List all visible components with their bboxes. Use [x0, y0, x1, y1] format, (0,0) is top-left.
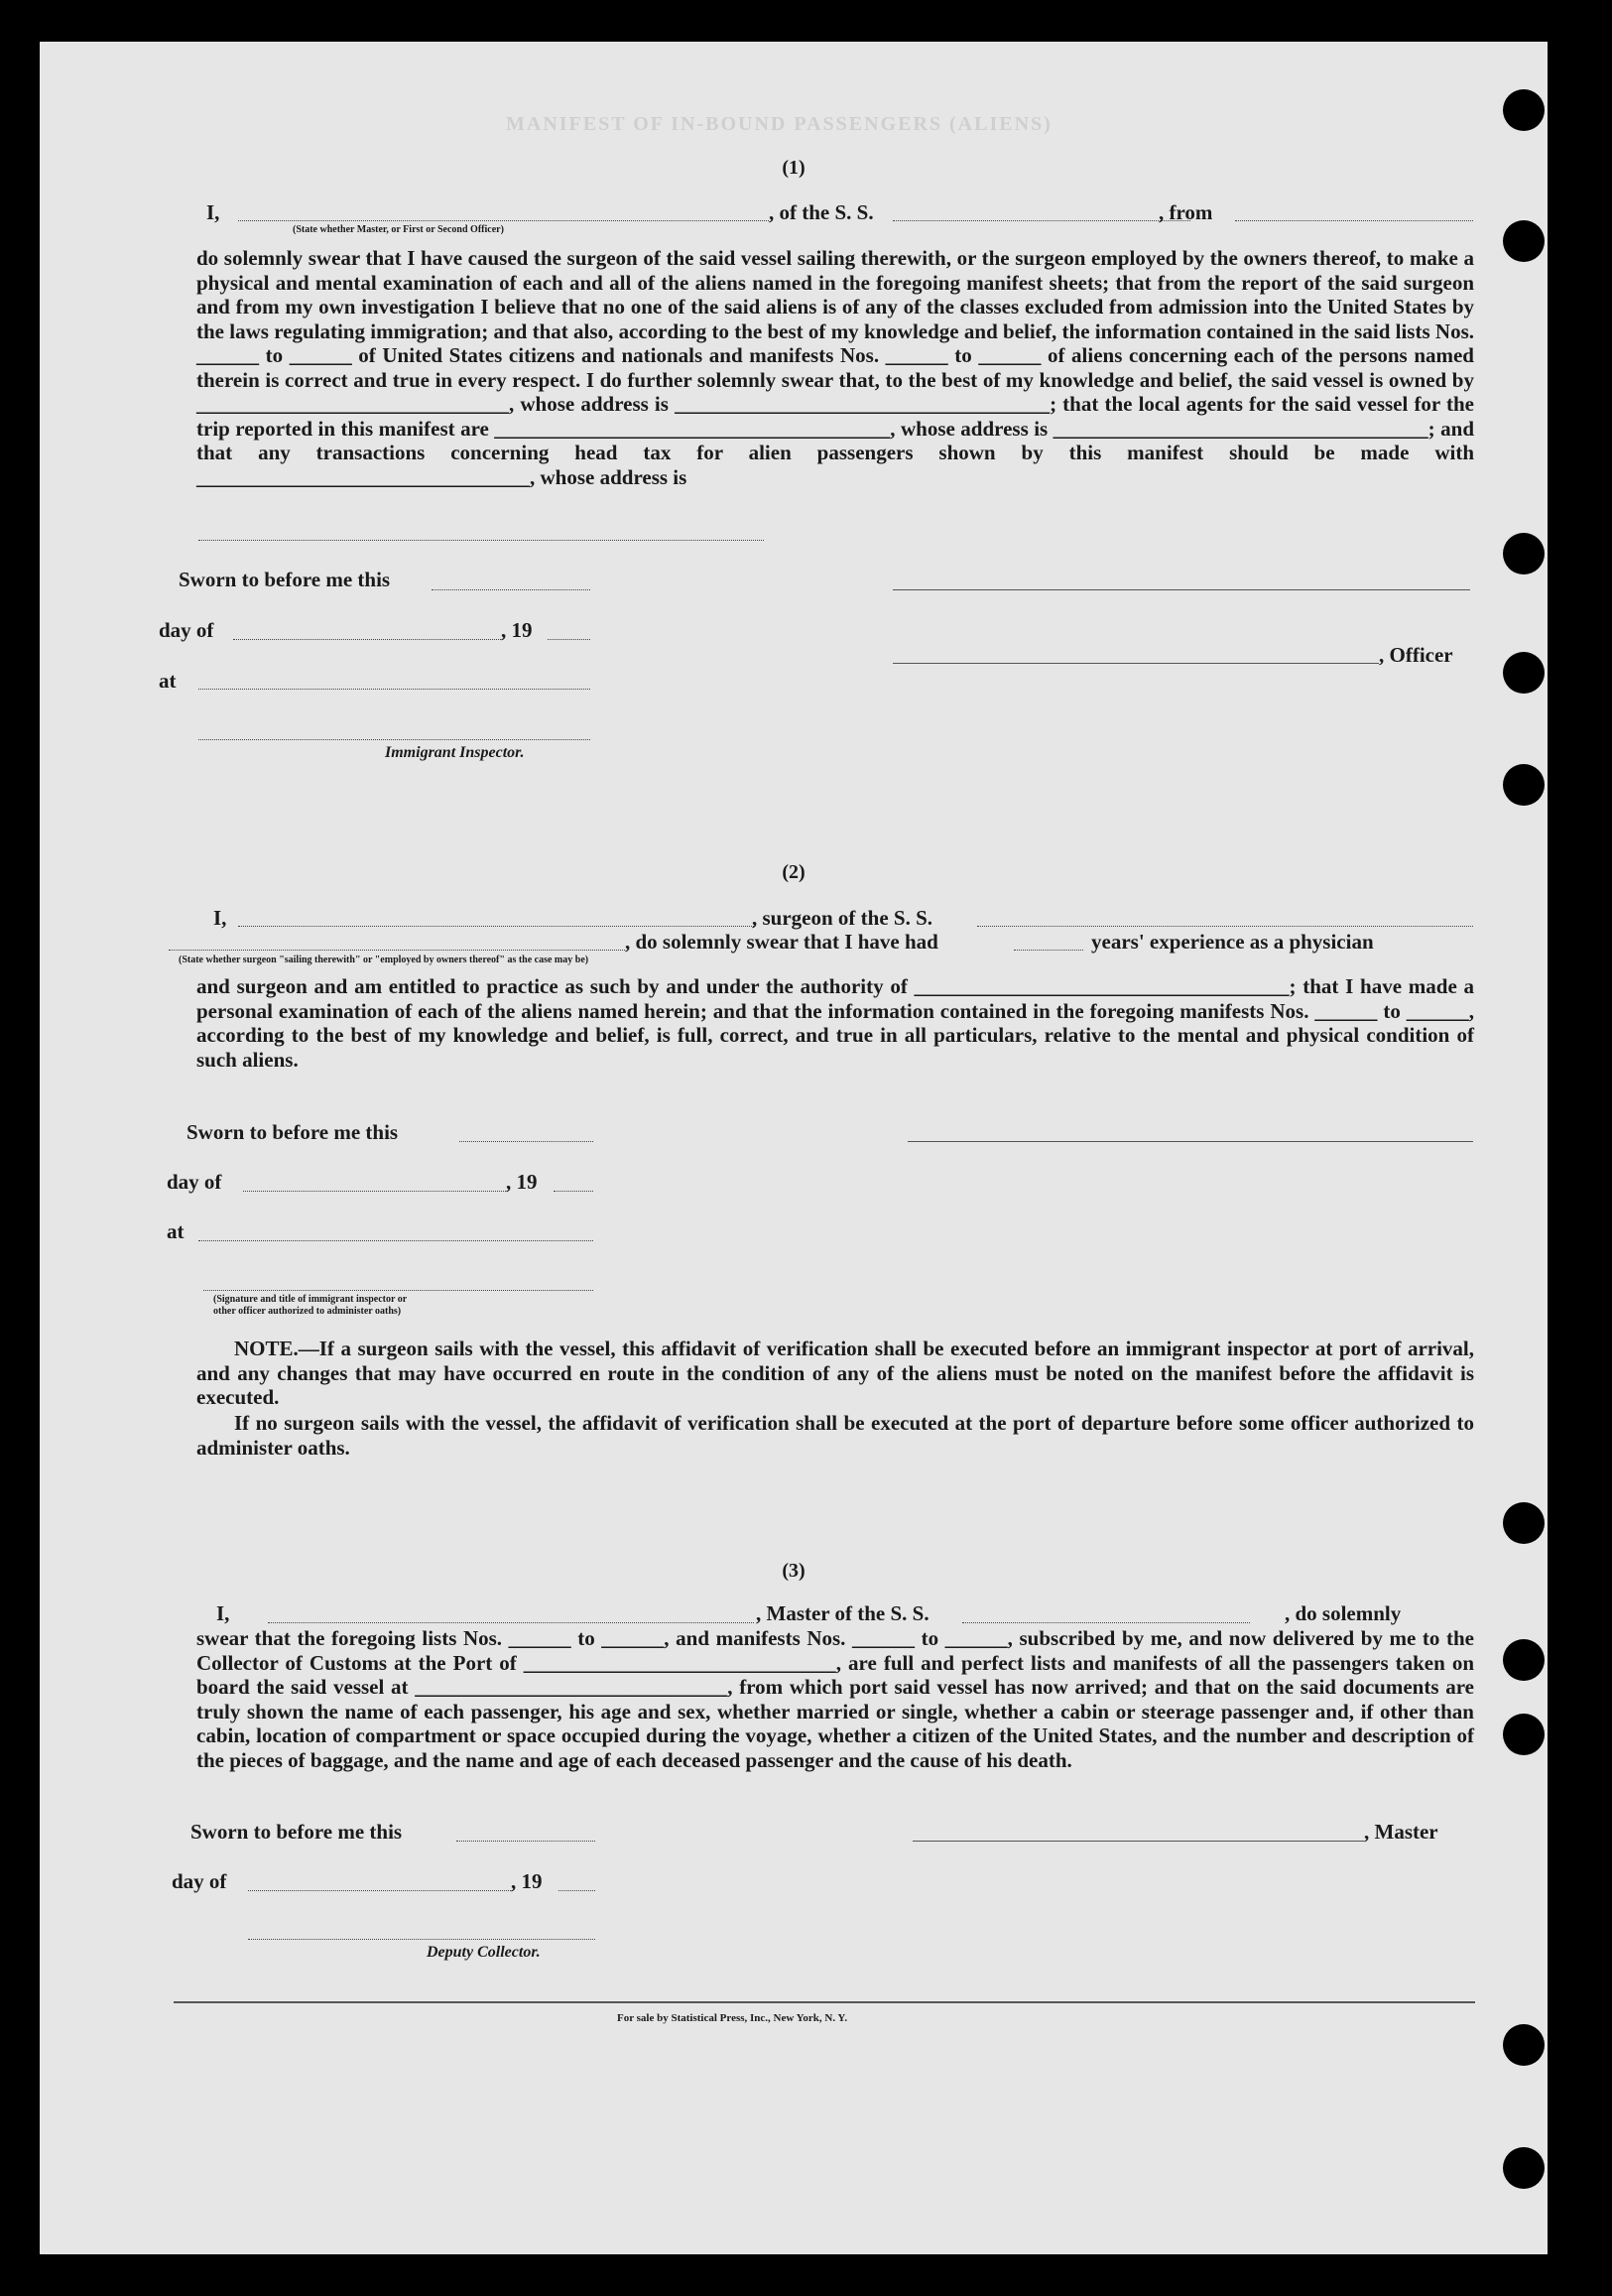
section-2-surgeon-name-field[interactable]	[238, 926, 754, 927]
section-1-paragraph: do solemnly swear that I have caused the surgeon of the said vessel sailing therewith, or the surgeon employed by the owners thereof, to make a physical and mental examination of each and all of the aliens named in the foregoing manifest sheets; that from the report of the said surgeon and from my own investigation I believe that no one of the said aliens is of any of the classes excluded from admission into the United States by the laws regulating immigration; and that also, according to the best of my knowledge and belief, the information contained in the said lists Nos. ______ to ______ of United States citizens and nationals and manifests Nos. ______ to ______ of aliens concerning each of the persons named therein is correct and true in every respect. I do further solemnly swear that, to the best of my knowledge and belief, the said vessel is owned by ______________________________, whose address is ____________________________________; that the local agents for the said vessel for the trip reported in this manifest are ______________________________________, whose address is ____________________________________; and that any transactions concerning head tax for alien passengers shown by this manifest should be made with ________________________________, whose address is	[196, 246, 1474, 489]
section-2-paragraph: and surgeon and am entitled to practice as such by and under the authority of ____________________________________; that I have made a personal examination of each of the aliens named herein; and that the information contained in the foregoing manifests Nos. ______ to ______, according to the best of my knowledge and belief, is full, correct, and true in all particulars, relative to the mental and physical condition of such aliens.	[196, 974, 1474, 1072]
section-2-sworn-date-field[interactable]	[459, 1141, 593, 1142]
footer-imprint: For sale by Statistical Press, Inc., New York, N. Y.	[617, 2012, 848, 2024]
section-1-signature-line[interactable]	[893, 589, 1470, 590]
section-2-state-whether-note: (State whether surgeon "sailing therewith" or "employed by owners thereof" as the case may be)	[179, 955, 589, 965]
section-3-master-signature-line[interactable]	[913, 1841, 1364, 1842]
section-1-officer-signature-line[interactable]	[893, 663, 1379, 664]
binder-hole	[1503, 1502, 1545, 1544]
section-3-sworn-date-field[interactable]	[456, 1841, 595, 1842]
section-1-sworn-date-field[interactable]	[432, 589, 590, 590]
section-1-vessel-field[interactable]	[893, 220, 1190, 221]
section-2-vessel-field[interactable]	[977, 926, 1473, 927]
section-1-day-of-label: day of	[159, 618, 214, 642]
binder-hole	[1503, 533, 1545, 574]
section-2-number: (2)	[782, 861, 806, 883]
section-3-master-name-field[interactable]	[268, 1622, 754, 1623]
section-2-do-solemnly-label: , do solemnly swear that I have had	[625, 930, 938, 954]
section-2-signature-note-2: other officer authorized to administer oaths)	[213, 1306, 402, 1317]
section-2-signature-note-1: (Signature and title of immigrant inspector or	[213, 1294, 408, 1305]
section-1-immigrant-inspector-label: Immigrant Inspector.	[385, 744, 525, 761]
section-2-day-of-field[interactable]	[243, 1191, 506, 1192]
section-1-state-whether-note: (State whether Master, or First or Second Officer)	[293, 224, 504, 235]
section-3-vessel-field[interactable]	[962, 1622, 1250, 1623]
section-1-i-label: I,	[206, 200, 220, 224]
section-2-nineteen-label: , 19	[506, 1170, 538, 1194]
section-1-officer-name-field[interactable]	[238, 220, 769, 221]
section-1-of-ss-label: , of the S. S.	[769, 200, 874, 224]
section-1-from-field[interactable]	[1235, 220, 1473, 221]
section-3-i-label: I,	[216, 1601, 230, 1625]
section-1-inspector-signature-line[interactable]	[198, 739, 590, 740]
section-3-do-solemnly-label: , do solemnly	[1285, 1601, 1402, 1625]
section-3-day-of-label: day of	[172, 1869, 227, 1893]
binder-hole	[1503, 89, 1545, 131]
section-1-address-continuation-field[interactable]	[198, 540, 764, 541]
section-3-deputy-collector-label: Deputy Collector.	[427, 1944, 541, 1961]
section-1-number: (1)	[782, 157, 806, 179]
section-1-at-label: at	[159, 669, 177, 693]
section-3-day-of-field[interactable]	[248, 1890, 511, 1891]
section-3-master-label: , Master	[1364, 1820, 1438, 1844]
section-1-day-of-field[interactable]	[233, 639, 501, 640]
section-2-inspector-signature-line[interactable]	[203, 1290, 593, 1291]
section-2-signature-line[interactable]	[908, 1141, 1473, 1142]
section-3-year-field[interactable]	[558, 1890, 595, 1891]
binder-hole	[1503, 652, 1545, 694]
section-1-from-label: , from	[1159, 200, 1213, 224]
binder-hole	[1503, 764, 1545, 806]
section-2-i-label: I,	[213, 906, 227, 930]
section-1-nineteen-label: , 19	[501, 618, 533, 642]
section-2-years-field[interactable]	[1014, 950, 1083, 951]
section-3-deputy-signature-line[interactable]	[248, 1939, 595, 1940]
binder-hole	[1503, 2147, 1545, 2189]
section-2-note-1: NOTE.—If a surgeon sails with the vessel, this affidavit of verification shall be executed before an immigrant inspector at port of arrival, and any changes that may have occurred en route in the condition of any of the aliens must be noted on the manifest before the affidavit is executed.	[196, 1337, 1474, 1409]
form-page	[40, 42, 1548, 2254]
section-2-years-exp-label: years' experience as a physician	[1091, 930, 1374, 954]
section-1-sworn-label: Sworn to before me this	[179, 568, 391, 591]
section-2-sworn-label: Sworn to before me this	[186, 1120, 399, 1144]
section-1-at-field[interactable]	[198, 689, 590, 690]
section-3-master-of-label: , Master of the S. S.	[756, 1601, 930, 1625]
faded-header: MANIFEST OF IN-BOUND PASSENGERS (ALIENS)	[506, 113, 1053, 135]
binder-hole	[1503, 1714, 1545, 1755]
section-1-year-field[interactable]	[548, 639, 590, 640]
section-3-number: (3)	[782, 1560, 806, 1582]
section-2-day-of-label: day of	[167, 1170, 222, 1194]
footer-rule	[174, 2001, 1475, 2003]
section-2-surgeon-of-label: , surgeon of the S. S.	[752, 906, 933, 930]
section-2-note-2: If no surgeon sails with the vessel, the affidavit of verification shall be executed at the port of departure before some officer authorized to administer oaths.	[196, 1411, 1474, 1460]
binder-hole	[1503, 220, 1545, 262]
section-2-year-field[interactable]	[554, 1191, 593, 1192]
binder-hole	[1503, 2024, 1545, 2066]
section-3-paragraph: swear that the foregoing lists Nos. ______ to ______, and manifests Nos. ______ to ______, subscribed by me, and now delivered by me to the Collector of Customs at the Port of ______________________________, are full and perfect lists and manifests of all the passengers taken on board the said vessel at ______________________________, from which port said vessel has now arrived; and that on the said documents are truly shown the name of each passenger, his age and sex, whether married or single, whether a cabin or steerage passenger and, if other than cabin, location of compartment or space occupied during the voyage, whether a citizen of the United States, and the number and description of the pieces of baggage, and the name and age of each deceased passenger and the cause of his death.	[196, 1626, 1474, 1772]
section-2-at-label: at	[167, 1219, 185, 1243]
binder-hole	[1503, 1639, 1545, 1681]
section-2-at-field[interactable]	[198, 1240, 593, 1241]
section-3-nineteen-label: , 19	[511, 1869, 543, 1893]
section-3-sworn-label: Sworn to before me this	[190, 1820, 403, 1844]
section-2-sailing-status-field[interactable]	[169, 950, 625, 951]
section-1-officer-label: , Officer	[1379, 643, 1453, 667]
